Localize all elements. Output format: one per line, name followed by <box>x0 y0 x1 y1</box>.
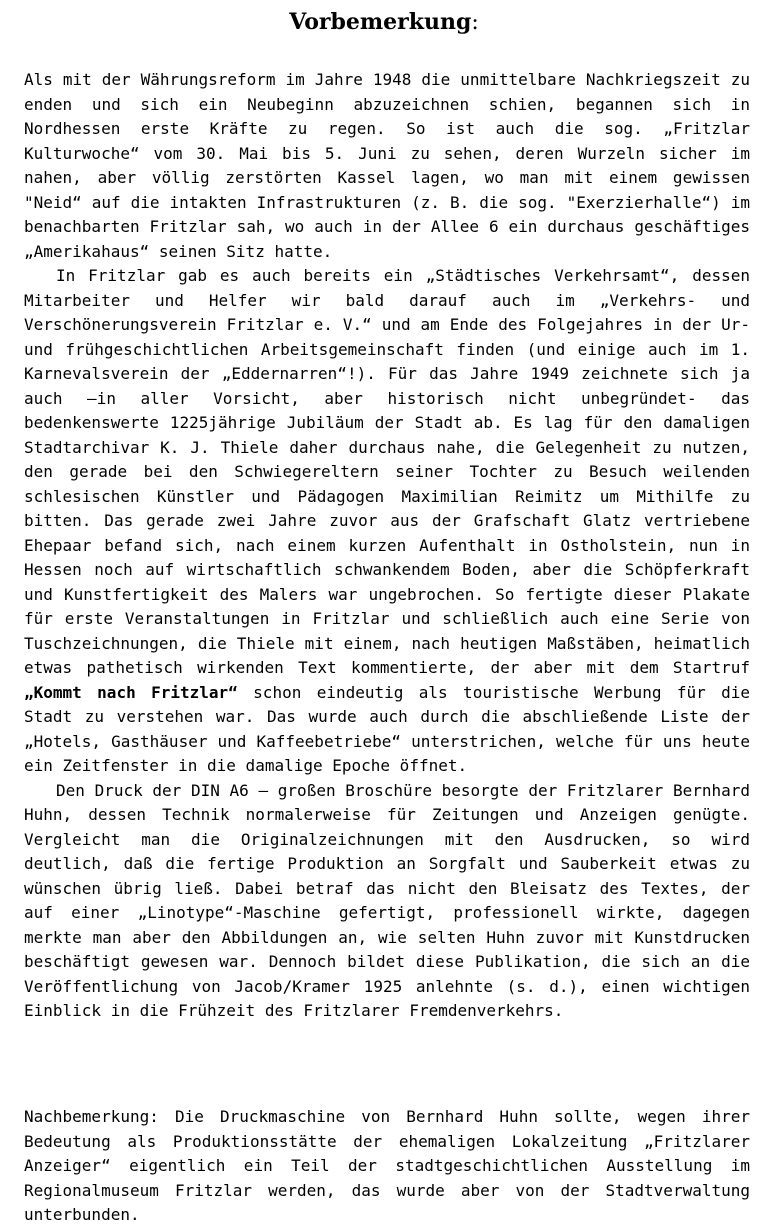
afterword-note: Nachbemerkung: Die Druckmaschine von Bernhard Huhn sollte, wegen ihrer Bedeutung als Produktionsstätte der ehemaligen Lokalzeitung „Fritzlarer Anzeiger“ eigentlich ein Teil der stadtgeschichtlichen Ausstellung im Regionalmuseum Fritzlar werden, das wurde aber von der Stadtverwaltung unterbunden. <box>24 1107 750 1224</box>
page-title-text: Vorbemerkung <box>289 9 472 35</box>
document-body <box>24 68 750 1024</box>
paragraph-1: Als mit der Währungsreform im Jahre 1948 die unmittelbare Nachkriegszeit zu enden und sich ein Neubeginn abzuzeichnen schien, begannen sich in Nordhessen erste Kräfte zu regen. So ist auch die sog. „Fritzlar Kulturwoche“ vom 30. Mai bis 5. Juni zu sehen, deren Wurzeln sicher im nahen, aber völlig zerstörten Kassel lagen, wo man mit einem gewissen "Neid“ auf die intakten Infrastrukturen (z. B. die sog. "Exerzierhalle“) im benachbarten Fritzlar sah, wo auch in der Allee 6 ein durchaus geschäftiges „Amerikahaus“ seinen Sitz hatte. <box>24 70 750 261</box>
page-title <box>0 8 768 37</box>
paragraph-2-text-end: schon eindeutig als touristische Werbung für die Stadt zu verstehen war. Das wurde auch durch die abschließende Liste der „Hotels, Gasthäuser und Kaffeebetriebe“ unterstrichen, welche für uns heute ein Zeitfenster in die damalige Epoche öffnet. <box>24 682 751 775</box>
paragraph-3: Den Druck der DIN A6 – großen Broschüre besorgte der Fritzlarer Bernhard Huhn, dessen Technik normalerweise für Zeitungen und Anzeigen genügte. Vergleicht man die Originalzeichnungen mit den Ausdrucken, so wird deutlich, daß die fertige Produktion an Sorgfalt und Sauberkeit etwas zu wünschen übrig ließ. Dabei betraf das nicht den Bleisatz des Textes, der auf einer „Linotype“-Maschine gefertigt, professionell wirkte, dagegen merkte man aber den Abbildungen an, wie selten Huhn zuvor mit Kunstdrucken beschäftigt gewesen war. Dennoch bildet diese Publikation, die sich an die Veröffentlichung von Jacob/Kramer 1925 anlehnte (s. d.), einen wichtigen Einblick in die Frühzeit des Fritzlarer Fremdenverkehrs. <box>24 780 750 1020</box>
paragraph-2-text-start: In Fritzlar gab es auch bereits ein „Städtisches Verkehrsamt“, dessen Mitarbeiter und Helfer wir bald darauf auch im „Verkehrs- und Verschönerungsverein Fritzlar e. V.“ und am Ende des Folgejahres in der Ur- und frühgeschichtlichen Arbeitsgemeinschaft finden (und einige auch im 1. Karnevalsverein der „Eddernarren“!). Für das Jahre 1949 zeichnete sich ja auch –in aller Vorsicht, aber historisch nicht unbegründet- das bedenkenswerte 1225jährige Jubiläum der Stadt ab. Es lag für den damaligen Stadtarchivar K. J. Thiele daher durchaus nahe, die Gelegenheit zu nutzen, den gerade bei den Schwiegereltern seiner Tochter zu Besuch weilenden schlesischen Künstler und Pädagogen Maximilian Reimitz um Mithilfe zu bitten. Das gerade zwei Jahre zuvor aus der Grafschaft Glatz vertriebene Ehepaar befand sich, nach einem kurzen Aufenthalt in Ostholstein, nun in Hessen noch auf wirtschaftlich schwankendem Boden, aber die Schöpferkraft und Kunstfertigkeit des Malers war ungebrochen. So fertigte dieser Plakate für erste Veranstaltungen in Fritzlar und schließlich auch eine Serie von Tuschzeichnungen, die Thiele mit einem, nach heutigen Maßstäben, heimatlich etwas pathetisch wirkenden Text kommentierte, der aber mit dem Startruf <box>24 266 750 677</box>
paragraph-2 <box>24 264 750 779</box>
paragraph-2-bold-slogan: „Kommt nach Fritzlar“ <box>24 682 238 702</box>
page-title-colon: : <box>471 10 479 35</box>
